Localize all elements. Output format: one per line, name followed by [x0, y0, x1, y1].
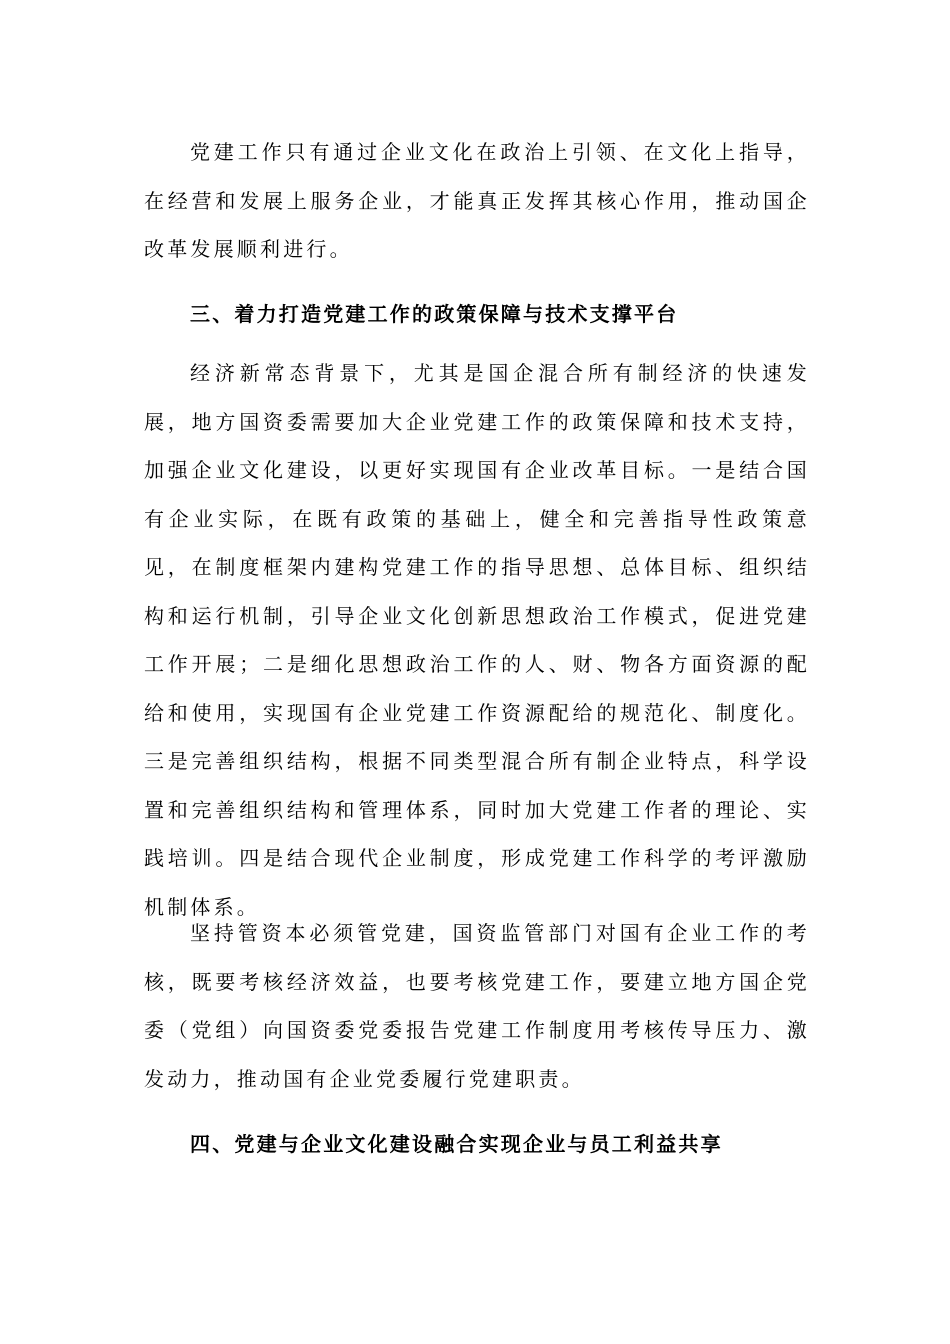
body-paragraph: 党建工作只有通过企业文化在政治上引领、在文化上指导，在经营和发展上服务企业，才能真正发挥其核心作用，推动国企改革发展顺利进行。	[144, 140, 810, 261]
body-paragraph: 坚持管资本必须管党建，国资监管部门对国有企业工作的考核，既要考核经济效益，也要考核党建工作，要建立地方国企党委（党组）向国资委党委报告党建工作制度用考核传导压力、激发动力，推动国有企业党委履行党建职责。	[144, 921, 810, 1091]
section-heading: 三、着力打造党建工作的政策保障与技术支撑平台	[190, 302, 679, 326]
body-paragraph: 经济新常态背景下，尤其是国企混合所有制经济的快速发展，地方国资委需要加大企业党建工作的政策保障和技术支持，加强企业文化建设，以更好实现国有企业改革目标。一是结合国有企业实际，在既有政策的基础上，健全和完善指导性政策意见，在制度框架内建构党建工作的指导思想、总体目标、组织结构和运行机制，引导企业文化创新思想政治工作模式，促进党建工作开展；二是细化思想政治工作的人、财、物各方面资源的配给和使用，实现国有企业党建工作资源配给的规范化、制度化。三是完善组织结构，根据不同类型混合所有制企业特点，科学设置和完善组织结构和管理体系，同时加大党建工作者的理论、实践培训。四是结合现代企业制度，形成党建工作科学的考评激励机制体系。	[144, 361, 810, 919]
section-heading: 四、党建与企业文化建设融合实现企业与员工利益共享	[190, 1132, 723, 1156]
